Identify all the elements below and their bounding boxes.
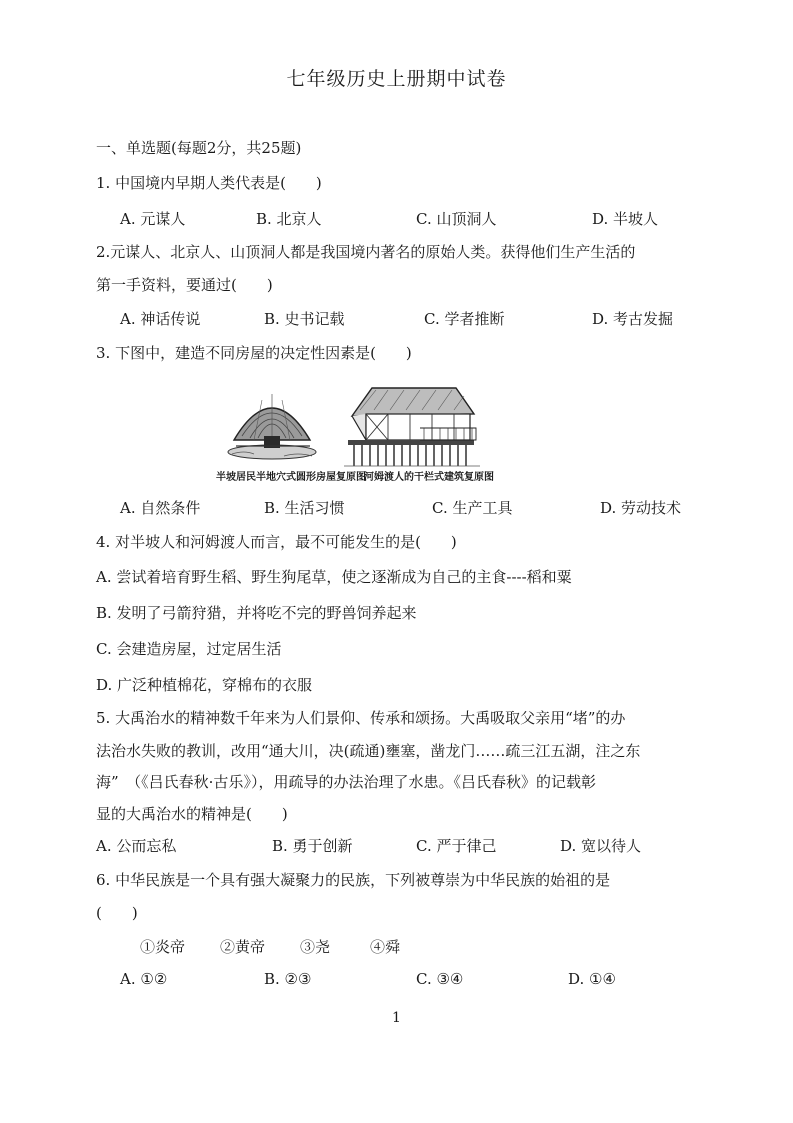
question-6-option-d: D. ①④	[568, 970, 616, 988]
question-6-item-2: ②黄帝	[220, 938, 266, 956]
page-number: 1	[392, 1010, 401, 1026]
question-6-option-a: A. ①②	[120, 970, 168, 988]
question-2-option-c: C. 学者推断	[424, 310, 505, 328]
banpo-round-hut-icon	[228, 394, 316, 459]
question-5-option-c: C. 严于律己	[416, 837, 497, 855]
question-6-option-c: C. ③④	[416, 970, 464, 988]
question-6-stem-line-2: ( )	[96, 904, 138, 922]
question-3-option-d: D. 劳动技术	[600, 499, 682, 517]
question-1-option-a: A. 元谋人	[120, 210, 186, 228]
question-4-option-a: A. 尝试着培育野生稻、野生狗尾草，使之逐渐成为自己的主食----稻和粟	[96, 568, 572, 586]
question-5-stem-line-3: 海” （《吕氏春秋·古乐》），用疏导的办法治理了水患。《吕氏春秋》的记载彰	[96, 773, 596, 791]
question-4-option-b: B. 发明了弓箭狩猎，并将吃不完的野兽饲养起来	[96, 604, 417, 622]
question-1-option-d: D. 半坡人	[592, 210, 659, 228]
question-1-stem: 1. 中国境内早期人类代表是( )	[96, 174, 322, 192]
question-5-stem-line-1: 5. 大禹治水的精神数千年来为人们景仰、传承和颂扬。大禹吸取父亲用“堵”的办	[96, 709, 626, 727]
question-5-stem-line-4: 显的大禹治水的精神是( )	[96, 805, 288, 823]
question-4-stem: 4. 对半坡人和河姆渡人而言，最不可能发生的是( )	[96, 533, 457, 551]
hemudu-stilt-house-icon	[344, 388, 480, 466]
question-2-stem-line-1: 2.元谋人、北京人、山顶洞人都是我国境内著名的原始人类。获得他们生产生活的	[96, 243, 636, 261]
question-6-stem-line-1: 6. 中华民族是一个具有强大凝聚力的民族，下列被尊崇为中华民族的始祖的是	[96, 871, 611, 889]
question-5-option-b: B. 勇于创新	[272, 837, 353, 855]
figure-caption-banpo: 半坡居民半地穴式圆形房屋复原图	[216, 472, 366, 483]
page-title: 七年级历史上册期中试卷	[286, 68, 507, 90]
question-3-stem: 3. 下图中，建造不同房屋的决定性因素是( )	[96, 344, 412, 362]
question-3-option-c: C. 生产工具	[432, 499, 513, 517]
question-4-option-d: D. 广泛种植棉花，穿棉布的衣服	[96, 676, 313, 694]
question-1-option-b: B. 北京人	[256, 210, 322, 228]
question-4-option-c: C. 会建造房屋，过定居生活	[96, 640, 282, 658]
question-6-item-1: ①炎帝	[140, 938, 186, 956]
question-3-option-b: B. 生活习惯	[264, 499, 345, 517]
question-1-option-c: C. 山顶洞人	[416, 210, 497, 228]
question-2-option-d: D. 考古发掘	[592, 310, 674, 328]
question-6-item-3: ③尧	[300, 938, 331, 956]
section-heading: 一、单选题(每题2分，共25题)	[96, 139, 302, 157]
question-2-option-a: A. 神话传说	[120, 310, 201, 328]
question-6-item-4: ④舜	[370, 938, 401, 956]
question-6-option-b: B. ②③	[264, 970, 312, 988]
figure-caption-hemudu: 河姆渡人的干栏式建筑复原图	[364, 472, 494, 483]
question-2-stem-line-2: 第一手资料，要通过( )	[96, 276, 273, 294]
question-5-stem-line-2: 法治水失败的教训，改用“通大川，决(疏通)壅塞，凿龙门……疏三江五湖，注之东	[96, 742, 641, 760]
question-5-option-d: D. 宽以待人	[560, 837, 642, 855]
question-5-option-a: A. 公而忘私	[96, 837, 177, 855]
question-3-option-a: A. 自然条件	[120, 499, 201, 517]
question-2-option-b: B. 史书记载	[264, 310, 345, 328]
